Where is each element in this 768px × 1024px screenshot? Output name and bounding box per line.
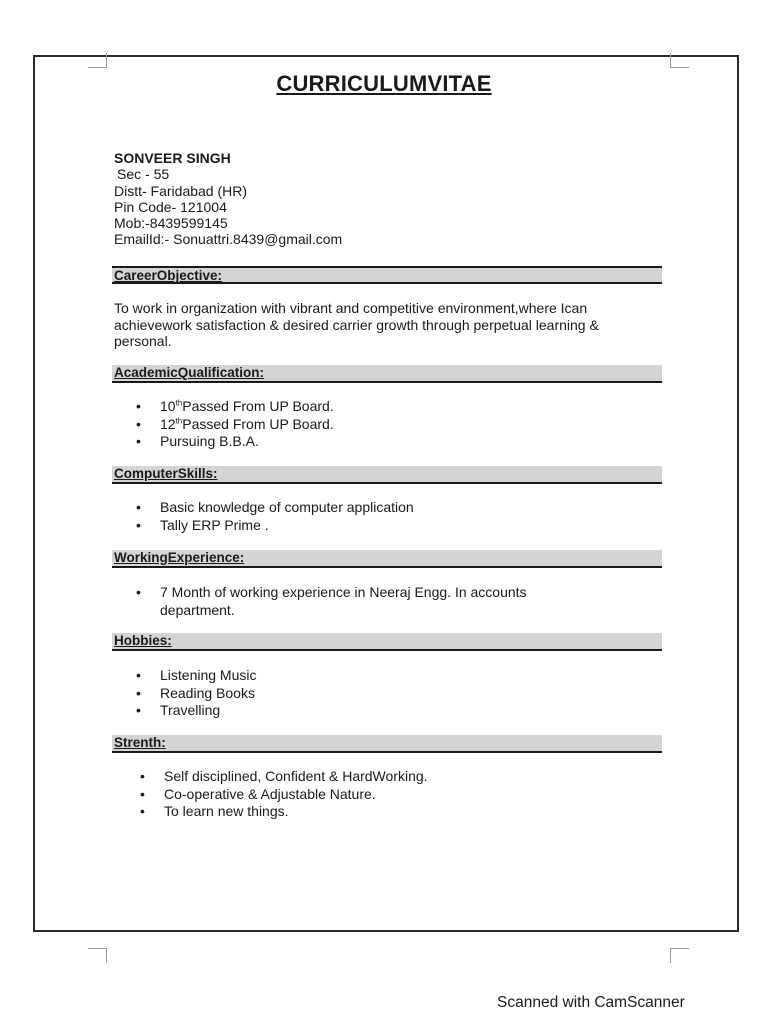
section-heading-hobbies [112,633,662,651]
address-sector: Sec - 55 [117,166,170,183]
hobbies-list [131,667,257,720]
section-heading-working [112,550,662,568]
list-item: • Travelling [131,702,257,720]
section-heading-label: AcademicQualification: [114,365,265,380]
email-address: EmailId:- Sonuattri.8439@gmail.com [114,231,343,248]
list-item: • Listening Music [131,667,257,685]
list-item: • Reading Books [131,685,257,703]
section-heading-computer [112,466,662,484]
list-item: • 10thPassed From UP Board. [131,398,334,416]
list-item: • 12thPassed From UP Board. [131,416,334,434]
list-item: • Basic knowledge of computer application [131,499,414,517]
list-item: • Co-operative & Adjustable Nature. [135,786,428,804]
list-item: • To learn new things. [135,803,428,821]
list-item: • 7 Month of working experience in Neeraj Engg. In accounts department. [131,584,551,619]
section-heading-label: ComputerSkills: [114,466,218,481]
strength-list [135,768,428,821]
working-experience-list [131,584,551,619]
section-heading-career [112,266,662,284]
section-heading-academic [112,365,662,383]
list-item: • Tally ERP Prime . [131,517,414,535]
section-heading-label: WorkingExperience: [114,550,245,565]
candidate-name: SONVEER SINGH [114,150,231,166]
mobile-number: Mob:-8439599145 [114,215,228,232]
crop-mark-bottom-right [670,948,689,963]
section-heading-label: CareerObjective: [114,268,223,283]
contact-block [114,150,342,248]
career-objective-text: To work in organization with vibrant and competitive environment,where Ican achievework satisfaction & desired carrier growth through perpetual learning & personal. [114,300,599,349]
computer-skills-list [131,499,414,534]
document-title: CURRICULUMVITAE [276,71,492,96]
section-heading-label: Hobbies: [114,633,172,648]
section-heading-label: Strenth: [114,735,166,750]
list-item: • Pursuing B.B.A. [131,433,334,451]
academic-list [131,398,334,451]
crop-mark-top-right [670,53,689,68]
list-item: • Self disciplined, Confident & HardWorking. [135,768,428,786]
crop-mark-top-left [88,53,107,68]
address-pin: Pin Code- 121004 [114,198,227,215]
section-heading-strength [112,735,662,753]
scanner-watermark: Scanned with CamScanner [497,994,685,1011]
address-district: Distt- Faridabad (HR) [114,182,248,199]
crop-mark-bottom-left [88,948,107,963]
